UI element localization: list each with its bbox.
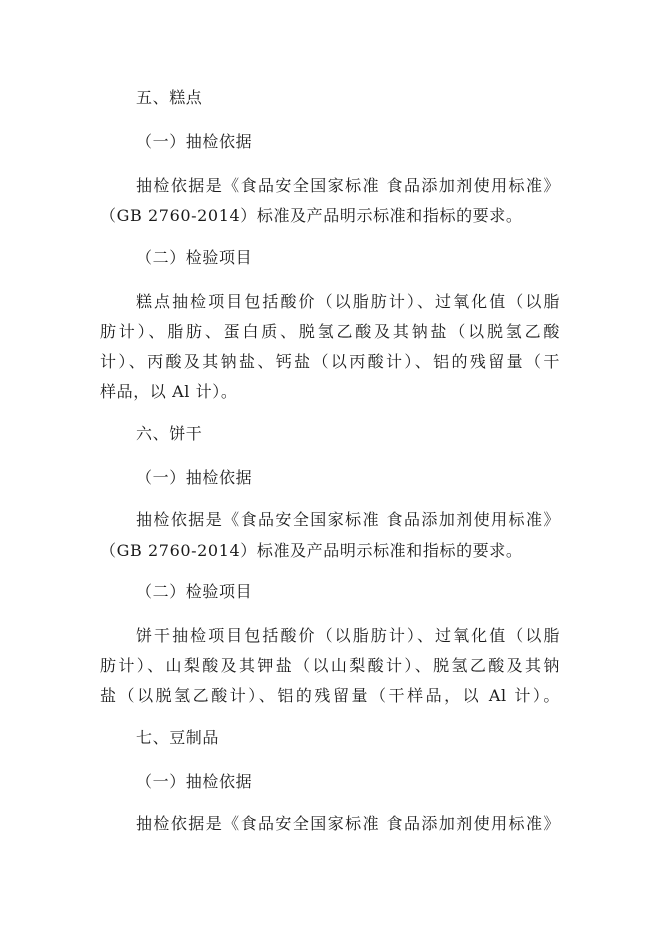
subsection-title: （一）抽检依据: [136, 772, 253, 791]
subsection-title: （一）抽检依据: [136, 132, 253, 151]
paragraph-line: 饼干抽检项目包括酸价（以脂肪计）、过氧化值（以脂: [136, 626, 560, 645]
paragraph-line: 盐（以脱氢乙酸计）、铝的残留量（干样品，以 Al 计）。: [100, 686, 560, 705]
paragraph-line: （GB 2760-2014）标准及产品明示标准和指标的要求。: [100, 206, 523, 225]
section-heading: 六、饼干: [136, 424, 203, 443]
paragraph-line: 肪计）、脂肪、蛋白质、脱氢乙酸及其钠盐（以脱氢乙酸: [100, 322, 560, 341]
subsection-title: （二）检验项目: [136, 582, 253, 601]
paragraph-line: （GB 2760-2014）标准及产品明示标准和指标的要求。: [100, 541, 523, 560]
section-heading: 五、糕点: [136, 88, 203, 107]
paragraph-line: 抽检依据是《食品安全国家标准 食品添加剂使用标准》: [136, 176, 560, 195]
paragraph-line: 糕点抽检项目包括酸价（以脂肪计）、过氧化值（以脂: [136, 292, 560, 311]
section-heading: 七、豆制品: [136, 728, 220, 747]
paragraph-line: 肪计）、山梨酸及其钾盐（以山梨酸计）、脱氢乙酸及其钠: [100, 656, 560, 675]
paragraph-line: 抽检依据是《食品安全国家标准 食品添加剂使用标准》: [136, 510, 560, 529]
paragraph-line: 计）、丙酸及其钠盐、钙盐（以丙酸计）、铝的残留量（干: [100, 352, 560, 371]
paragraph-line: 样品，以 Al 计）。: [100, 382, 238, 401]
subsection-title: （二）检验项目: [136, 248, 253, 267]
paragraph-line: 抽检依据是《食品安全国家标准 食品添加剂使用标准》: [136, 814, 560, 833]
subsection-title: （一）抽检依据: [136, 468, 253, 487]
